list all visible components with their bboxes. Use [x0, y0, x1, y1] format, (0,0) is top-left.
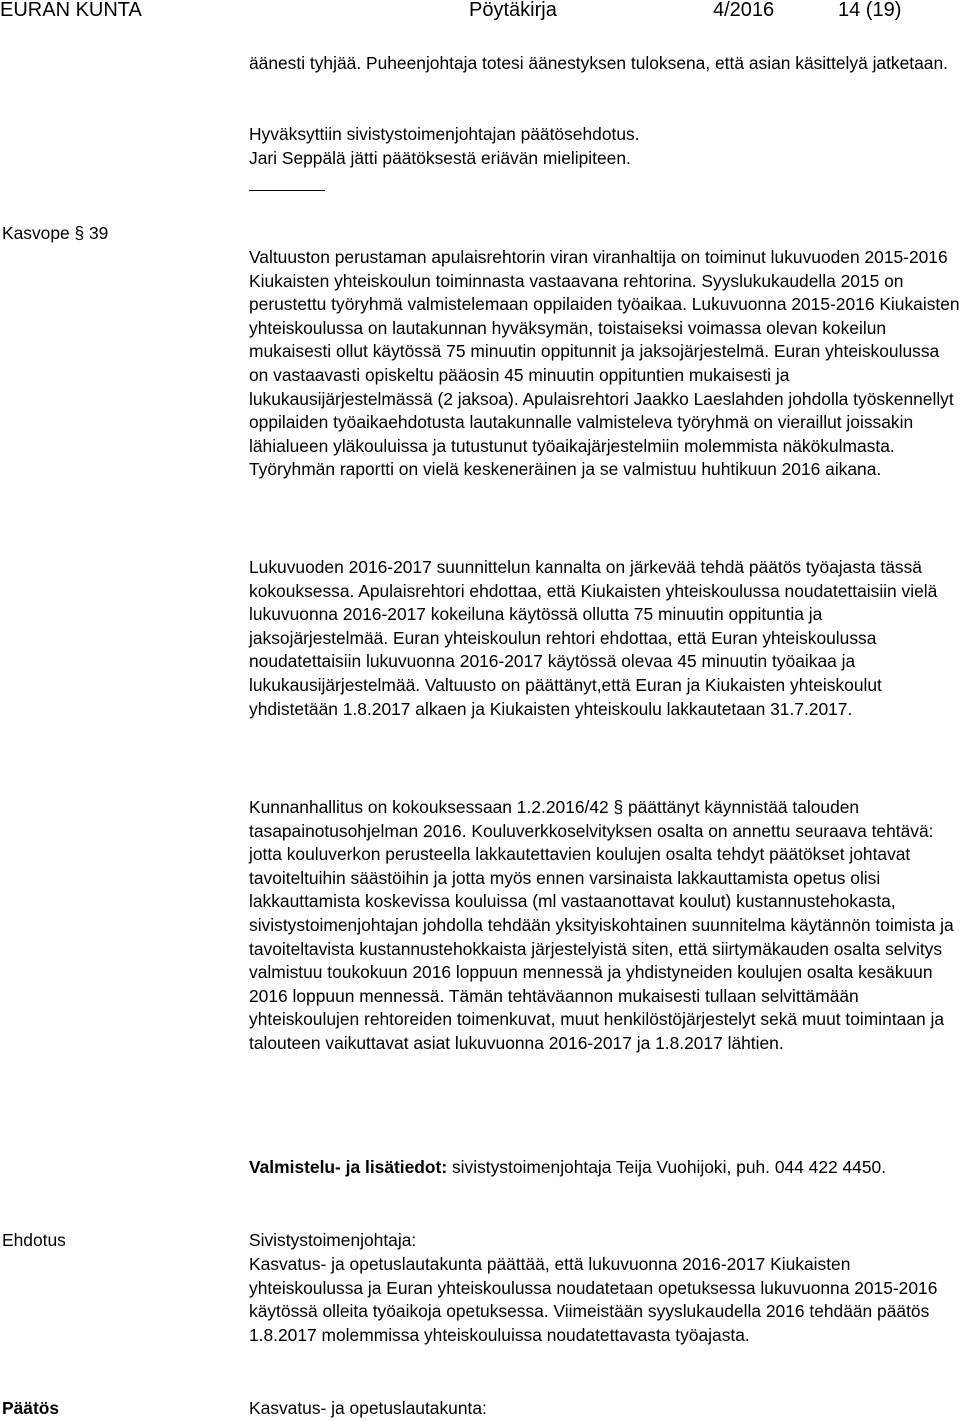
- document-type: Pöytäkirja: [469, 0, 557, 21]
- document-number: 4/2016: [713, 0, 775, 21]
- preparation-contact: sivistystoimenjohtaja Teija Vuohijoki, puh. 044 422 4450.: [447, 1157, 887, 1177]
- decision-text: Kasvatus- ja opetuslautakunta:: [249, 1398, 487, 1418]
- section-divider: [249, 190, 325, 191]
- planning-paragraph: Lukuvuoden 2016-2017 suunnittelun kannalta on järkevää tehdä päätös työajasta tässä kokouksessa. Apulaisrehtori ehdottaa, että Kiukaisten yhteiskoulussa noudatettaisiin vielä lukuvuonna 2016-2017 kokeiluna käytössä ollutta 75 minuutin oppituntia ja jaksojärjestelmää. Euran yhteiskoulun rehtori ehdottaa, että Euran yhteiskoulussa noudatettaisiin lukuvuonna 2016-2017 käytössä olevaa 45 minuutin työaikaa ja lukukausijärjestelmää. Valtuusto on päättänyt,että Euran ja Kiukaisten yhteiskoulut yhdistetään 1.8.2017 alkaen ja Kiukaisten yhteiskoulu lakkautetaan 31.7.2017.: [249, 557, 938, 719]
- dissent-line: Jari Seppälä jätti päätöksestä eriävän mielipiteen.: [249, 148, 631, 168]
- preparation-info: [249, 1156, 960, 1180]
- previous-item-paragraph: äänesti tyhjää. Puheenjohtaja totesi äänestyksen tuloksena, että asian käsittelyä jatketaan.: [249, 53, 948, 73]
- proposal-label: Ehdotus: [2, 1230, 66, 1250]
- acceptance-line: Hyväksyttiin sivistystoimenjohtajan päätösehdotus.: [249, 124, 640, 144]
- proposal-author: Sivistystoimenjohtaja:: [249, 1230, 417, 1250]
- page-header: [0, 0, 960, 26]
- council-decision-paragraph: Kunnanhallitus on kokouksessaan 1.2.2016/42 § päättänyt käynnistää talouden tasapainotusohjelman 2016. Kouluverkkoselvityksen osalta on annettu seuraava tehtävä: jotta kouluverkon perusteella lakkautettavien koulujen osalta tehdyt päätökset johtavat tavoiteltuihin säästöihin ja jotta myös ennen varsinaista lakkauttamista opetus olisi lakkauttamista koskevissa kouluissa (ml vastaanottavat koulut) kustannustehokasta, sivistystoimenjohtajan johdolla tehdään yksityiskohtainen suunnitelma käytännön toimista ja tavoiteltavista kustannustehokkaista järjestelyistä siten, että siirtymäkauden osalta selvitys valmistuu toukokuun 2016 loppuun mennessä ja yhdistyneiden koulujen osalta kesäkuun 2016 loppuun mennessä. Tämän tehtäväannon mukaisesti tullaan selvittämään yhteiskoulujen rehtoreiden toimenkuvat, muut henkilöstöjärjestelyt sekä muut toimintaan ja talouteen vaikuttavat asiat lukuvuonna 2016-2017 ja 1.8.2017 lähtien.: [249, 797, 954, 1053]
- proposal-text: Kasvatus- ja opetuslautakunta päättää, että lukuvuonna 2016-2017 Kiukaisten yhteiskoulussa ja Euran yhteiskoulussa noudatetaan opetuksessa lukuvuonna 2015-2016 käytössä olleita työaikoja opetuksessa. Viimeistään syyslukaudella 2016 tehdään päätös 1.8.2017 molemmissa yhteiskouluissa noudatettavasta työajasta.: [249, 1254, 938, 1345]
- background-paragraph: Valtuuston perustaman apulaisrehtorin viran viranhaltija on toiminut lukuvuoden 2015-2016 Kiukaisten yhteiskoulun toiminnasta vastaavana rehtorina. Syyslukukaudella 2015 on perustettu työryhmä valmistelemaan oppilaiden työaikaa. Lukuvuonna 2015-2016 Kiukaisten yhteiskoulussa on lautakunnan hyväksymän, toistaiseksi voimassa olevan kokeilun mukaisesti ollut käytössä 75 minuutin oppitunnit ja jaksojärjestelmä. Euran yhteiskoulussa on vastaavasti opiskeltu pääosin 45 minuutin oppituntien mukaisesti ja lukukausijärjestelmässä (2 jaksoa). Apulaisrehtori Jaakko Laeslahden johdolla työskennellyt oppilaiden työaikaehdotusta lautakunnalle valmisteleva työryhmä on vieraillut joissakin lähialueen yläkouluissa ja tutustunut työaikajärjestelmiin molemmista näkökulmasta. Työryhmän raportti on vielä keskeneräinen ja se valmistuu huhtikuun 2016 aikana.: [249, 247, 960, 480]
- organization-name: EURAN KUNTA: [0, 0, 142, 21]
- decision-label: Päätös: [2, 1398, 60, 1418]
- page-number: 14 (19): [838, 0, 902, 21]
- section-label: Kasvope § 39: [2, 223, 109, 243]
- preparation-label: Valmistelu- ja lisätiedot:: [249, 1157, 448, 1177]
